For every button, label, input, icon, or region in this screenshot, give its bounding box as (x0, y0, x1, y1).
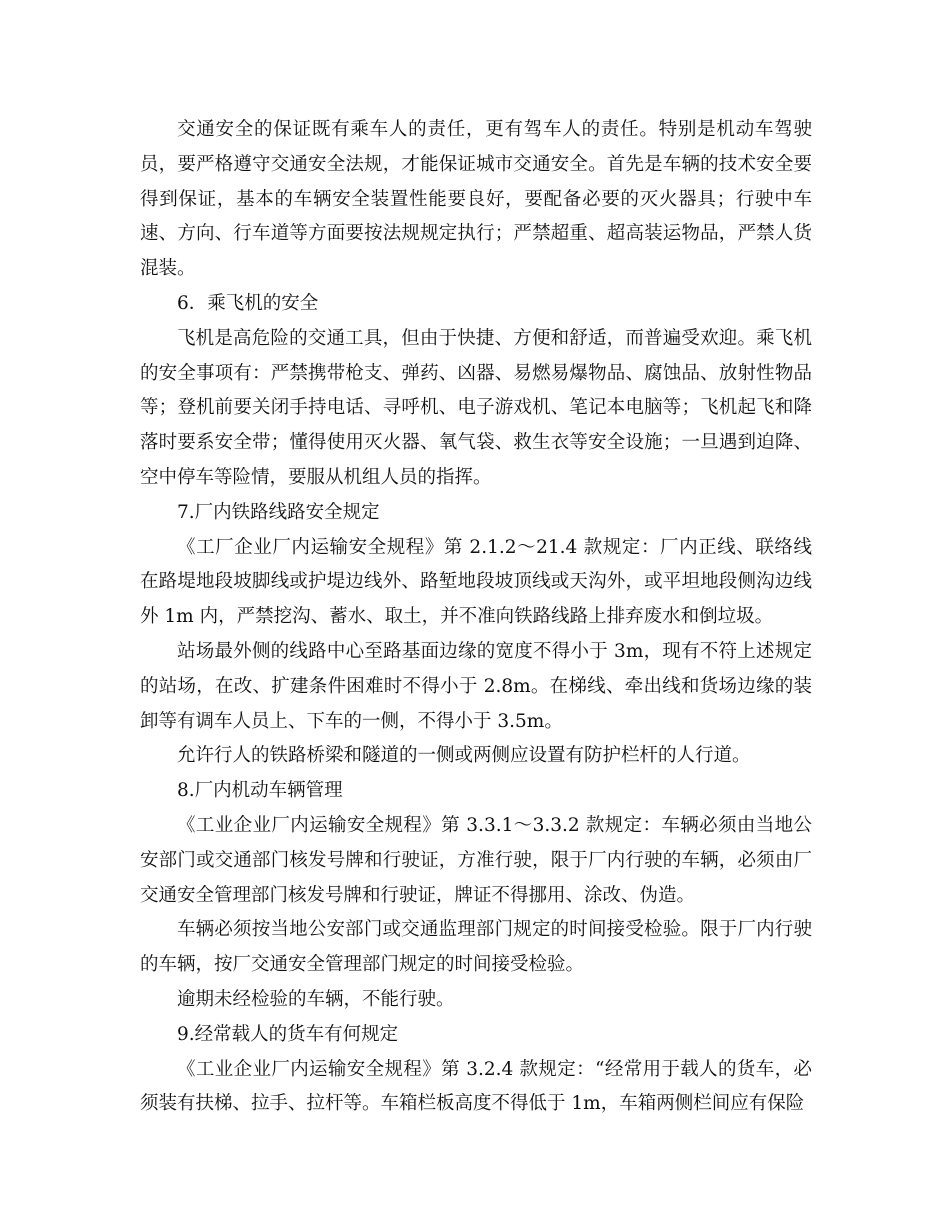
paragraph-air-travel-safety: 飞机是高危险的交通工具，但由于快捷、方便和舒适，而普遍受欢迎。乘飞机的安全事项有：严禁携带枪支、弹药、凶器、易燃易爆物品、腐蚀品、放射性物品等；登机前要关闭手持电话、寻呼机、电子游戏机、笔记本电脑等；飞机起飞和降落时要系安全带；懂得使用灭火器、氧气袋、救生衣等安全设施；一旦遇到迫降、空中停车等险情，要服从机组人员的指挥。 (140, 327, 812, 488)
paragraph-driver-responsibility: 交通安全的保证既有乘车人的责任，更有驾车人的责任。特别是机动车驾驶员，要严格遵守交通安全法规，才能保证城市交通安全。首先是车辆的技术安全要得到保证，基本的车辆安全装置性能要良好，要配备必要的灭火器具；行驶中车速、方向、行车道等方面要按法规规定执行；严禁超重、超高装运物品，严禁人货混装。 (140, 119, 812, 280)
paragraph-vehicle-license: 《工业企业厂内运输安全规程》第 3.3.1～3.3.2 款规定：车辆必须由当地公安部门或交通部门核发号牌和行驶证，方准行驶，限于厂内行驶的车辆，必须由厂交通安全管理部门核发号牌和行驶证，牌证不得挪用、涂改、伪造。 (140, 814, 812, 906)
paragraph-pedestrian-walkway: 允许行人的铁路桥梁和隧道的一侧或两侧应设置有防护栏杆的人行道。 (177, 745, 751, 767)
paragraph-railway-regulation: 《工厂企业厂内运输安全规程》第 2.1.2～21.4 款规定：厂内正线、联络线在路堤地段坡脚线或护堤边线外、路堑地段坡顶线或天沟外，或平坦地段侧沟边线外 1m 内，严禁挖沟、蓄水、取土，并不准向铁路线路上排弃废水和倒垃圾。 (140, 536, 812, 628)
paragraph-overdue-inspection: 逾期未经检验的车辆，不能行驶。 (177, 988, 455, 1010)
paragraph-station-width: 站场最外侧的线路中心至路基面边缘的宽度不得小于 3m，现有不符上述规定的站场，在改、扩建条件困难时不得小于 2.8m。在梯线、牵出线和货场边缘的装卸等有调车人员上、下车的一侧，不得小于 3.5m。 (140, 640, 812, 732)
section-heading-vehicle-management: 8.厂内机动车辆管理 (177, 780, 343, 802)
section-heading-air-travel: 6．乘飞机的安全 (177, 292, 319, 314)
paragraph-passenger-truck-rules: 《工业企业厂内运输安全规程》第 3.2.4 款规定：“经常用于载人的货车，必须装有扶梯、拉手、拉杆等。车箱栏板高度不得低于 1m，车箱两侧栏间应有保险 (140, 1058, 812, 1115)
section-heading-passenger-trucks: 9.经常载人的货车有何规定 (177, 1023, 399, 1045)
document-body (140, 113, 812, 1122)
paragraph-vehicle-inspection: 车辆必须按当地公安部门或交通监理部门规定的时间接受检验。限于厂内行驶的车辆，按厂交通安全管理部门规定的时间接受检验。 (140, 919, 812, 976)
section-heading-railway-rules: 7.厂内铁路线路安全规定 (177, 501, 380, 523)
